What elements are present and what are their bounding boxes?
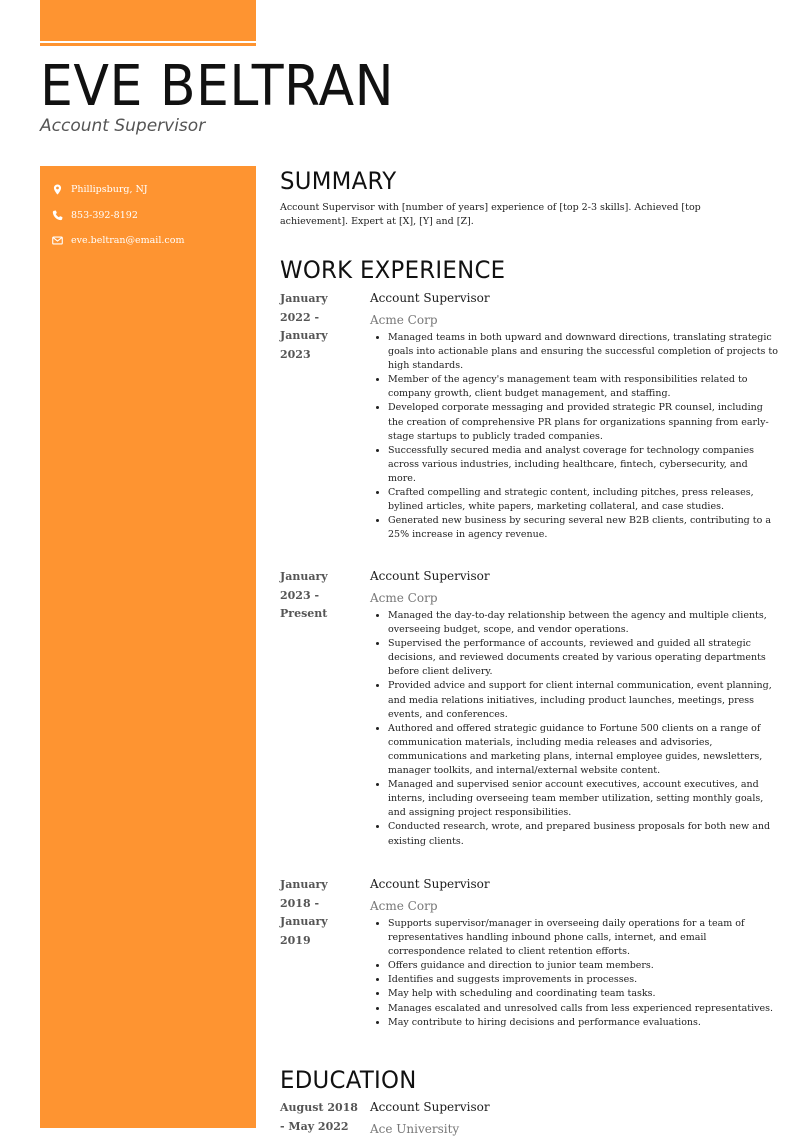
contact-list — [52, 177, 252, 254]
job-role: Account Supervisor — [370, 569, 490, 583]
job-bullet: • Identifies and suggests improvements in processes. — [388, 973, 778, 987]
work-experience-heading: WORK EXPERIENCE — [280, 256, 506, 284]
job-bullet: • Developed corporate messaging and provided strategic PR counsel, including the creation of comprehensive PR plans for organizations spanning from early-stage startups to publicly traded companies. — [388, 401, 778, 443]
job-bullet: • Member of the agency's management team with responsibilities related to company growth, client budget management, and staffing. — [388, 373, 778, 401]
job-bullets — [370, 609, 778, 849]
job-company: Acme Corp — [370, 313, 438, 327]
job-bullet: • Crafted compelling and strategic content, including pitches, press releases, bylined articles, white papers, marketing collateral, and case studies. — [388, 486, 778, 514]
job-company: Acme Corp — [370, 899, 438, 913]
job-bullet: • Manages escalated and unresolved calls from less experienced representatives. — [388, 1002, 778, 1016]
summary-heading: SUMMARY — [280, 167, 397, 195]
job-bullet: • Successfully secured media and analyst coverage for technology companies across various industries, including healthcare, fintech, cybersecurity, and more. — [388, 444, 778, 486]
job-bullet: • Provided advice and support for client internal communication, event planning, and media relations initiatives, including product launches, meetings, press events, and conferences. — [388, 679, 778, 721]
job-bullet: • Offers guidance and direction to junior team members. — [388, 959, 778, 973]
job-role: Account Supervisor — [370, 291, 490, 305]
education-school: Ace University — [370, 1122, 460, 1136]
job-dates: January 2022 - January 2023 — [280, 292, 328, 361]
job-bullet: • Supervised the performance of accounts, reviewed and guided all strategic decisions, and reviewed documents created by various operating departments before client delivery. — [388, 637, 778, 679]
education-heading: EDUCATION — [280, 1066, 417, 1094]
job-role: Account Supervisor — [370, 877, 490, 891]
contact-location — [52, 177, 252, 203]
job-bullets — [370, 331, 778, 542]
candidate-name: EVE BELTRAN — [40, 54, 395, 119]
contact-location-text: Phillipsburg, NJ — [71, 184, 148, 196]
summary-text: Account Supervisor with [number of years] experience of [top 2-3 skills]. Achieved [top achievement]. Expert at [X], [Y] and [Z]. — [280, 202, 701, 227]
top-accent-bar — [40, 0, 256, 41]
job-bullet: • May help with scheduling and coordinating team tasks. — [388, 987, 778, 1001]
job-bullets — [370, 917, 778, 1030]
job-dates: January 2018 - January 2019 — [280, 878, 328, 947]
contact-phone-text: 853-392-8192 — [71, 209, 138, 221]
email-icon — [52, 235, 63, 246]
job-bullet: • Supports supervisor/manager in overseeing daily operations for a team of representatives handling inbound phone calls, internet, and email correspondence related to client retention efforts. — [388, 917, 778, 959]
job-dates: January 2023 - Present — [280, 570, 328, 620]
contact-email-text[interactable]: eve.beltran@email.com — [71, 235, 185, 247]
job-bullet: • Conducted research, wrote, and prepared business proposals for both new and existing clients. — [388, 820, 778, 848]
job-company: Acme Corp — [370, 591, 438, 605]
contact-email — [52, 228, 252, 254]
sidebar — [40, 166, 256, 1128]
location-pin-icon — [52, 184, 63, 195]
phone-icon — [52, 210, 63, 221]
job-bullet: • Managed the day-to-day relationship between the agency and multiple clients, overseeing budget, scope, and vendor operations. — [388, 609, 778, 637]
job-bullet: • Authored and offered strategic guidance to Fortune 500 clients on a range of communication materials, including media releases and advisories, communications and marketing plans, internal employee guides, newsletters, manager toolkits, and internal/external website content. — [388, 722, 778, 778]
education-degree: Account Supervisor — [370, 1100, 490, 1114]
job-bullet: • May contribute to hiring decisions and performance evaluations. — [388, 1016, 778, 1030]
job-bullet: • Generated new business by securing several new B2B clients, contributing to a 25% increase in agency revenue. — [388, 514, 778, 542]
job-bullet: • Managed teams in both upward and downward directions, translating strategic goals into actionable plans and ensuring the successful completion of projects to high standards. — [388, 331, 778, 373]
contact-phone — [52, 203, 252, 229]
education-dates: August 2018 - May 2022 — [280, 1101, 358, 1133]
top-accent-line — [40, 43, 256, 46]
candidate-title: Account Supervisor — [40, 116, 206, 136]
job-bullet: • Managed and supervised senior account executives, account executives, and interns, including overseeing team member utilization, setting monthly goals, and assigning project responsibilities. — [388, 778, 778, 820]
